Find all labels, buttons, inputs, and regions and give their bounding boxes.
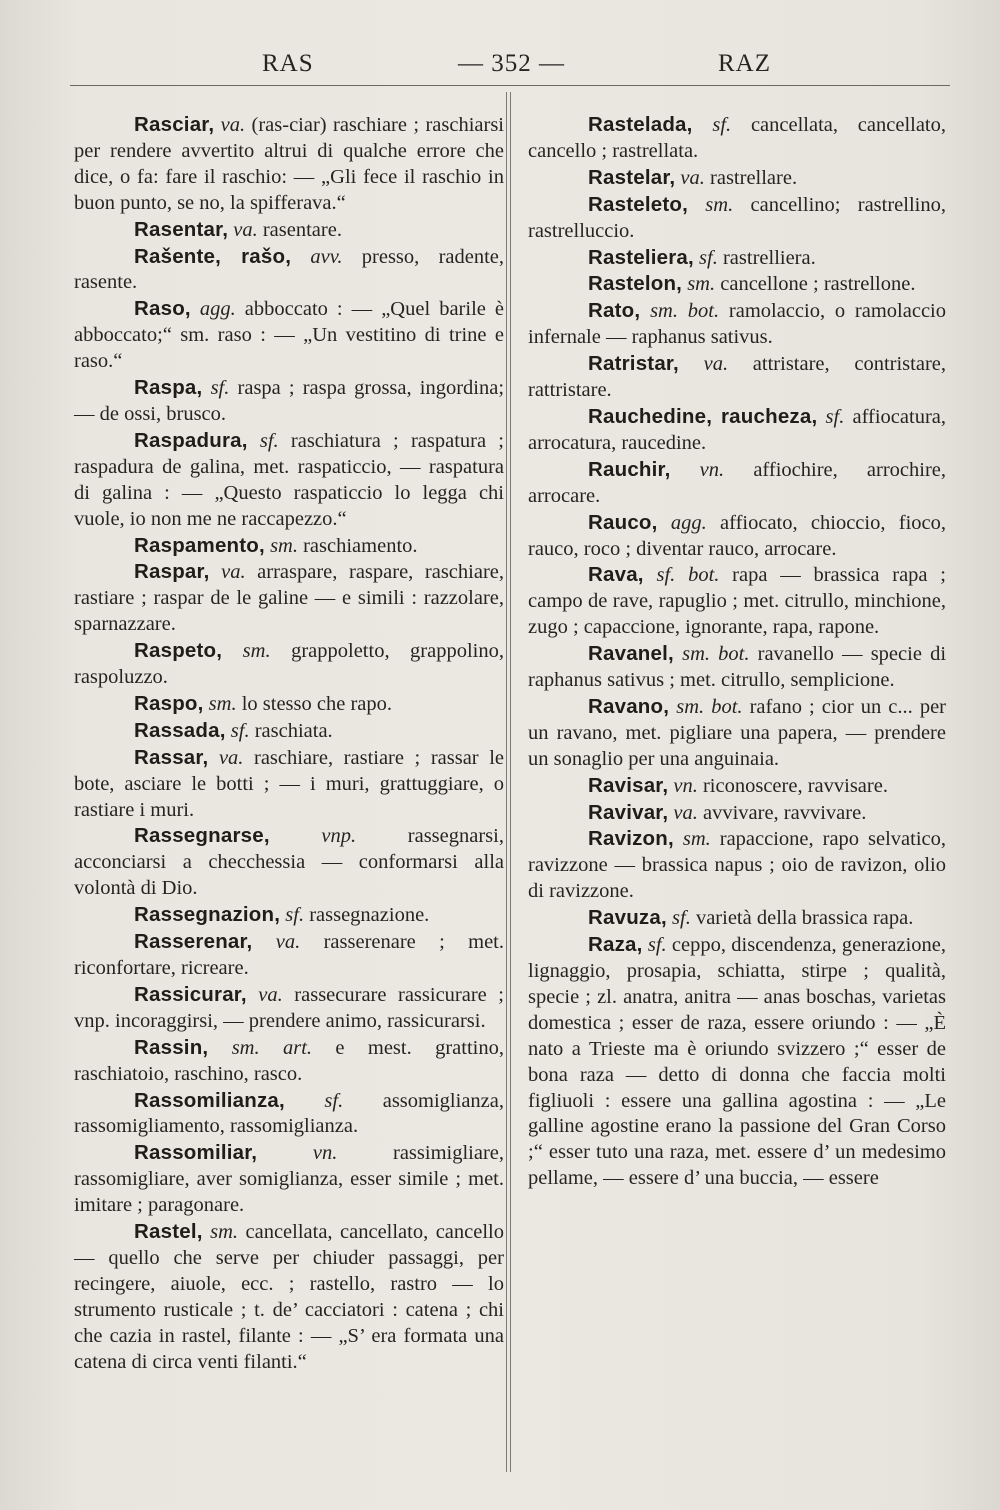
dictionary-entry xyxy=(528,298,946,351)
entry-headword: Rastelon, xyxy=(588,272,683,296)
entry-grammar-label: sf. xyxy=(324,1089,344,1112)
entry-grammar-label: va. xyxy=(258,983,283,1006)
entry-grammar-label: sf. xyxy=(672,907,691,930)
entry-definition: affiocatura, arrocatura, raucedine. xyxy=(528,405,946,454)
entry-headword: Ravano, xyxy=(588,694,670,718)
dictionary-entry xyxy=(74,559,504,638)
dictionary-entry xyxy=(528,800,946,827)
running-header xyxy=(0,50,1000,86)
dictionary-entry xyxy=(74,929,504,982)
entry-definition: affiochire, arrochire, arrocare. xyxy=(528,458,946,507)
entry-grammar-label: sf. xyxy=(259,429,279,452)
dictionary-entry xyxy=(528,932,946,1192)
entry-headword: Raspar, xyxy=(134,560,210,584)
entry-headword: Ravisar, xyxy=(588,773,669,797)
entry-grammar-label: vn. xyxy=(312,1142,338,1165)
dictionary-entry xyxy=(74,718,504,745)
entry-grammar-label: vnp. xyxy=(321,825,357,848)
header-right-guide-word: RAZ xyxy=(718,50,771,77)
entry-definition: rassimigliare, rassomigliare, aver somiglianza, esser simile ; met. imitare ; paragonare. xyxy=(74,1142,505,1217)
entry-definition: varietà della brassica rapa. xyxy=(690,907,914,930)
dictionary-entry xyxy=(528,694,946,773)
dictionary-entry xyxy=(528,112,946,165)
entry-grammar-label: sm. xyxy=(270,534,298,557)
entry-grammar-label: va. xyxy=(703,353,729,376)
entry-headword: Rassomilianza, xyxy=(134,1088,285,1112)
left-column xyxy=(74,112,504,1376)
entry-grammar-label: sf. xyxy=(825,405,845,428)
entry-grammar-label: va. xyxy=(680,166,705,189)
dictionary-entry xyxy=(74,745,504,824)
entry-headword: Ravizon, xyxy=(588,827,674,851)
entry-grammar-label: sf. xyxy=(647,934,667,957)
dictionary-entry xyxy=(528,826,946,905)
right-column xyxy=(528,112,946,1192)
entry-headword: Ravuza, xyxy=(588,906,667,930)
entry-headword: Rastelar, xyxy=(588,165,676,189)
entry-grammar-label: va. xyxy=(233,218,258,241)
entry-grammar-label: sm. bot. xyxy=(676,695,743,718)
dictionary-entry xyxy=(528,773,946,800)
entry-grammar-label: va. xyxy=(673,801,698,824)
entry-definition: avvivare, ravvivare. xyxy=(697,801,867,824)
entry-definition: raschiamento. xyxy=(297,534,418,557)
entry-definition: rapa — brassica rapa ; campo de rave, rapuglio ; met. citrullo, minchione, zugo ; capaccione, ignorante, rapa, rapone. xyxy=(528,564,946,639)
entry-grammar-label: sf. xyxy=(210,377,230,400)
dictionary-entry xyxy=(74,296,504,375)
entry-definition: e mest. grattino, raschiatoio, raschino, rasco. xyxy=(74,1036,504,1085)
entry-headword: Rasentar, xyxy=(134,217,229,241)
entry-definition: ravanello — specie di raphanus sativus ; met. citrullo, semplicione. xyxy=(528,643,947,692)
entry-definition: rassegnarsi, acconciarsi a checchessia — conformarsi alla volontà di Dio. xyxy=(74,825,504,900)
entry-definition: cancellone ; rastrellone. xyxy=(715,273,916,296)
entry-grammar-label: va. xyxy=(275,931,301,954)
entry-headword: Rašente, rašo, xyxy=(134,244,292,268)
dictionary-entry xyxy=(74,217,504,244)
entry-definition: assomiglianza, rassomigliamento, rassomiglianza. xyxy=(74,1089,504,1138)
dictionary-entry xyxy=(528,457,946,510)
header-left-guide-word: RAS xyxy=(262,50,314,77)
entry-definition: rassecurare rassicurare ; vnp. incoraggirsi, — prendere animo, rassicurarsi. xyxy=(74,983,504,1032)
entry-definition: rassegnazione. xyxy=(304,904,430,927)
entry-headword: Rastel, xyxy=(134,1220,203,1244)
entry-definition: rastrellare. xyxy=(704,166,798,189)
entry-headword: Raza, xyxy=(588,933,643,957)
entry-grammar-label: sf. xyxy=(230,719,250,742)
entry-headword: Rava, xyxy=(588,563,644,587)
dictionary-entry xyxy=(528,641,946,694)
entry-headword: Rassomiliar, xyxy=(134,1141,258,1165)
entry-headword: Rasteleto, xyxy=(588,192,688,216)
entry-headword: Rasciar, xyxy=(134,113,215,136)
entry-definition: cancellata, cancellato, cancello ; rastrellata. xyxy=(528,114,947,162)
entry-headword: Rassar, xyxy=(134,745,209,769)
entry-headword: Rassegnarse, xyxy=(134,824,270,848)
entry-headword: Rastelada, xyxy=(588,113,693,136)
dictionary-entry xyxy=(528,165,946,192)
entry-grammar-label: va. xyxy=(218,746,244,769)
entry-headword: Raspa, xyxy=(134,376,203,400)
entry-definition: cancellino; rastrellino, rastrelluccio. xyxy=(528,193,946,242)
dictionary-entry xyxy=(528,510,946,563)
dictionary-entry xyxy=(74,244,504,297)
entry-grammar-label: sf. xyxy=(699,246,718,269)
entry-grammar-label: vn. xyxy=(673,774,698,797)
entry-definition: raschiare, rastiare ; rassar le bote, asciare le botti ; — i muri, grattuggiare, o rastiare i muri. xyxy=(74,746,504,821)
entry-definition: rafano ; cior un c... per un ravano, met. pigliare una papera, — prendere un sonaglio per una anguinaia. xyxy=(528,695,946,770)
dictionary-entry xyxy=(528,192,946,245)
entry-grammar-label: sm. xyxy=(682,828,711,851)
entry-definition: ramolaccio, o ramolaccio infernale — raphanus sativus. xyxy=(528,300,946,349)
entry-grammar-label: avv. xyxy=(310,245,343,268)
entry-definition: presso, radente, rasente. xyxy=(74,245,505,294)
dictionary-entry xyxy=(528,271,946,298)
entry-headword: Raspamento, xyxy=(134,533,265,557)
entry-headword: Raspo, xyxy=(134,691,204,715)
entry-grammar-label: sm. xyxy=(705,193,734,216)
dictionary-entry xyxy=(74,982,504,1035)
entry-definition: raspa ; raspa grossa, ingordina; — de ossi, brusco. xyxy=(74,377,505,425)
entry-definition: ceppo, discendenza, generazione, lignaggio, prosapia, schiatta, stirpe ; qualità, specie ; zl. anatra, anitra — anas boschas, varietas domestica ; esser de raza, essere oriundo : — „È nato a Trieste ma è oriundo svizzero ;“ esser de bona raza — detto di donna che faccia molti figliuoli : essere una gallina agostina : — „Le galline agostine erano la passione del Gran Corso ;“ esser tuto una raza, met. essere d’ un medesimo pellame, — essere d’ una buccia, — essere xyxy=(528,934,946,1190)
entry-grammar-label: sf. xyxy=(285,904,305,927)
entry-definition: rasentare. xyxy=(257,218,342,241)
dictionary-entry xyxy=(74,638,504,691)
entry-grammar-label: agg. xyxy=(199,298,236,321)
entry-definition: raschiata. xyxy=(249,719,333,742)
entry-definition: cancellata, cancellato, cancello — quello che serve per chiuder passaggi, per recingere, aiuole, ecc. ; rastello, rastro — lo strumento rusticale ; t. de’ cacciatori : catena ; chi che cazia in rastel, filante : — „S’ era formata una catena di circa venti filanti.“ xyxy=(74,1221,504,1373)
dictionary-entry xyxy=(74,902,504,929)
entry-definition: arraspare, raspare, raschiare, rastiare ; raspar de le galine — e simili : razzolare, sparnazzare. xyxy=(74,561,504,636)
dictionary-entry xyxy=(528,245,946,272)
dictionary-entry xyxy=(74,691,504,718)
entry-grammar-label: va. xyxy=(220,114,246,136)
entry-definition: rasserenare ; met. riconfortare, ricreare. xyxy=(74,931,504,979)
entry-headword: Rasteliera, xyxy=(588,245,694,269)
entry-definition: raschiatura ; raspatura ; raspadura de galina, met. raspaticcio, — raspatura di galina : — „Questo raspaticcio lo legga chi vuole, io non me ne raccapezzo.“ xyxy=(74,429,504,530)
entry-grammar-label: agg. xyxy=(670,511,707,534)
dictionary-entry xyxy=(74,428,504,533)
dictionary-entry xyxy=(74,1219,504,1375)
entry-grammar-label: sm. xyxy=(210,1221,239,1244)
dictionary-entry xyxy=(528,351,946,404)
entry-definition: affiocato, chioccio, fioco, rauco, roco ; diventar rauco, arrocare. xyxy=(528,511,947,560)
entry-headword: Rassin, xyxy=(134,1035,209,1059)
entry-grammar-label: sf. bot. xyxy=(656,564,720,587)
entry-grammar-label: sm. bot. xyxy=(682,643,750,666)
dictionary-entry xyxy=(74,1140,504,1219)
dictionary-entry xyxy=(74,533,504,560)
dictionary-entry xyxy=(74,823,504,902)
dictionary-entry xyxy=(74,112,504,217)
entry-headword: Rassicurar, xyxy=(134,982,247,1006)
page-number: — 352 — xyxy=(458,50,565,77)
entry-headword: Rassada, xyxy=(134,718,226,742)
entry-headword: Rauchir, xyxy=(588,457,671,481)
column-divider xyxy=(506,92,511,1472)
entry-headword: Ravivar, xyxy=(588,800,669,824)
dictionary-entry xyxy=(74,1035,504,1088)
entry-grammar-label: sm. xyxy=(208,692,237,715)
dictionary-entry xyxy=(528,905,946,932)
entry-definition: attristare, contristare, rattristare. xyxy=(528,353,946,402)
entry-headword: Raso, xyxy=(134,297,191,321)
entry-definition: rastrelliera. xyxy=(717,246,816,269)
entry-grammar-label: vn. xyxy=(699,458,725,481)
header-rule xyxy=(70,85,950,86)
entry-headword: Raspadura, xyxy=(134,428,248,452)
entry-grammar-label: sm. bot. xyxy=(650,300,720,323)
entry-definition: abboccato : — „Quel barile è abboccato;“ sm. raso : — „Un vestitino di trine e raso.“ xyxy=(74,298,505,373)
entry-headword: Rassegnazion, xyxy=(134,903,281,927)
entry-definition: grappoletto, grappolino, raspoluzzo. xyxy=(74,640,504,689)
dictionary-entry xyxy=(528,404,946,457)
entry-definition: riconoscere, ravvisare. xyxy=(697,774,888,797)
entry-headword: Ratristar, xyxy=(588,352,679,376)
entry-grammar-label: sm. art. xyxy=(231,1036,313,1059)
entry-definition: (ras-ciar) raschiare ; raschiarsi per rendere avvertito altrui di qualche errore che dice, o fa: fare il raschio: — „Gli fece il raschio in buon punto, se no, la spifferava.“ xyxy=(74,114,504,214)
entry-headword: Rauco, xyxy=(588,510,658,534)
entry-headword: Rato, xyxy=(588,299,641,323)
entry-grammar-label: sf. xyxy=(712,114,732,136)
entry-headword: Raspeto, xyxy=(134,639,223,663)
entry-grammar-label: sm. xyxy=(242,640,271,663)
entry-definition: lo stesso che rapo. xyxy=(236,692,393,715)
dictionary-entry xyxy=(74,375,504,428)
entry-headword: Ravanel, xyxy=(588,642,674,666)
dictionary-entry xyxy=(74,1088,504,1141)
entry-grammar-label: va. xyxy=(221,561,246,584)
entry-headword: Rauchedine, raucheza, xyxy=(588,404,818,428)
entry-headword: Rasserenar, xyxy=(134,930,253,954)
dictionary-entry xyxy=(528,562,946,641)
entry-grammar-label: sm. xyxy=(687,273,716,296)
entry-definition: rapaccione, rapo selvatico, ravizzone — brassica napus ; oio de ravizon, olio di ravizzone. xyxy=(528,828,946,903)
